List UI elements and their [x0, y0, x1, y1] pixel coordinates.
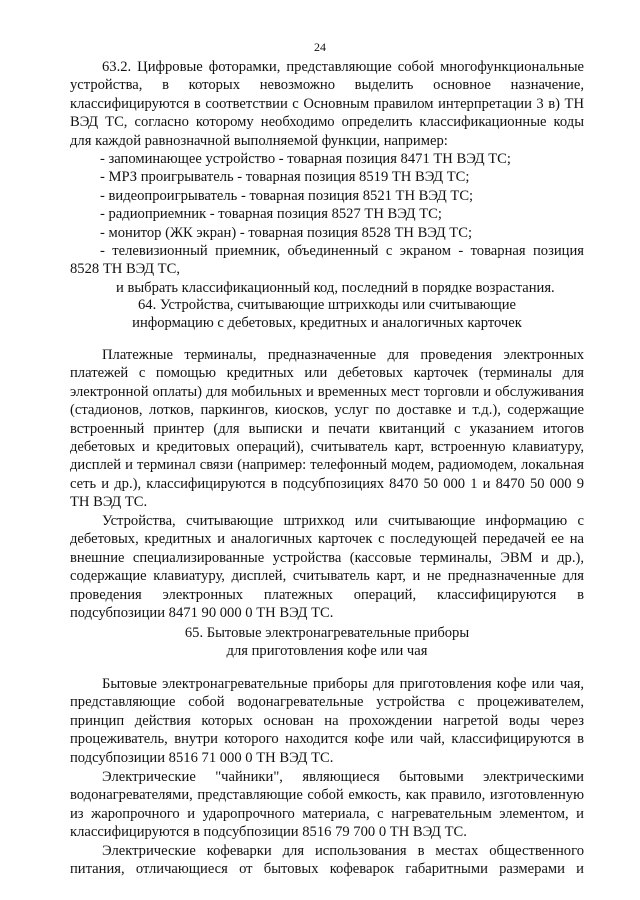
text-line: содержащие клавиатуру, дисплей, считыватель карт, и не предназначенные для	[70, 568, 584, 585]
heading-line: для приготовления кофе или чая	[226, 643, 428, 660]
text-line: Бытовые электронагревательные приборы для приготовления кофе или чая,	[102, 676, 584, 692]
text-line: классифицируются в соответствии с Основным правилом интерпретации 3 в) ТН	[70, 95, 584, 112]
text-line: Электрические "чайники", являющиеся бытовыми электрическими	[102, 769, 584, 785]
text-line: из жаропрочного и ударопрочного материала, с нагревательным элементом, и	[70, 805, 584, 822]
text-line: представляющие собой водонагревательные устройства с процеживателем,	[70, 694, 584, 711]
text-line: сеть и др.), классифицируются в подсубпозициях 8470 50 000 1 и 8470 50 000 9	[70, 475, 584, 492]
section-63-2	[70, 58, 584, 297]
text-line: дисплей и терминал связи (например: телефонный модем, радиомодем, локальная	[70, 457, 584, 474]
text-line: процеживатель, внутри которого находится кофе или чай, классифицируются в	[70, 731, 584, 748]
list-item: - запоминающее устройство - товарная позиция 8471 ТН ВЭД ТС;	[100, 151, 511, 168]
list-item: - видеопроигрыватель - товарная позиция 8521 ТН ВЭД ТС;	[100, 187, 474, 204]
section-64-paragraph-1	[70, 346, 584, 512]
text-line: и выбрать классификационный код, последний в порядке возрастания.	[116, 279, 555, 296]
text-line: Платежные терминалы, предназначенные для проведения электронных	[102, 347, 584, 363]
section-64-paragraph-2	[70, 512, 584, 622]
text-line: для каждой равнозначной выполняемой функции, например:	[70, 132, 448, 149]
text-line: устройства, в которых невозможно выделить основное назначение,	[70, 77, 584, 94]
section-65-paragraph-2	[70, 768, 584, 842]
text-line: проведения электронных платежных операций, классифицируются в	[70, 586, 584, 603]
text-line: дебетовых, кредитных и аналогичных карточек с последующей передачей ее на	[70, 531, 584, 548]
text-line: ТН ВЭД ТС.	[70, 494, 148, 511]
list-item: - радиоприемник - товарная позиция 8527 ТН ВЭД ТС;	[100, 206, 442, 223]
text-line: внешние специализированные устройства (кассовые терминалы, ЭВМ и др.),	[70, 549, 584, 566]
section-64-heading	[70, 296, 584, 333]
text-line: питания, отличающиеся от бытовых кофеварок габаритными размерами и	[70, 861, 584, 878]
text-line: платежей с помощью кредитных или дебетовых карточек (терминалы для	[70, 365, 584, 382]
section-65-paragraph-3	[70, 842, 584, 879]
page-number: 24	[314, 40, 326, 54]
text-line: электронной оплаты) для мобильных и временных мест торговли и обслуживания	[70, 383, 584, 400]
text-line: 63.2. Цифровые фоторамки, представляющие собой многофункциональные	[102, 59, 584, 75]
list-item: - телевизионный приемник, объединенный с экраном - товарная позиция	[100, 243, 584, 260]
list-item: - МРЗ проигрыватель - товарная позиция 8519 ТН ВЭД ТС;	[100, 169, 470, 186]
text-line: дебетовых и кредитовых операций), считыватель карт, встроенную клавиатуру,	[70, 439, 584, 456]
text-line: Электрические кофеварки для использования в местах общественного	[102, 843, 584, 859]
text-line: подсубпозиции 8471 90 000 0 ТН ВЭД ТС.	[70, 605, 334, 622]
text-line: встроенный принтер (для выписки и печати квитанций с указанием итогов	[70, 420, 584, 437]
text-line: Устройства, считывающие штрихкод или считывающие информацию с	[102, 513, 584, 529]
text-line: ВЭД ТС, согласно которому необходимо определить классификационные коды	[70, 114, 584, 131]
heading-line: 65. Бытовые электронагревательные приборы	[184, 625, 470, 641]
text-line: водонагревателями, представляющие собой емкость, как правило, изготовленную	[70, 787, 584, 804]
text-line: 8528 ТН ВЭД ТС,	[70, 261, 180, 278]
section-65-heading	[70, 624, 584, 661]
text-line: подсубпозиции 8516 71 000 0 ТН ВЭД ТС.	[70, 749, 334, 766]
list-item: - монитор (ЖК экран) - товарная позиция 8528 ТН ВЭД ТС;	[100, 224, 473, 241]
section-65-paragraph-1	[70, 675, 584, 767]
text-line: классифицируются в подсубпозиции 8516 79 700 0 ТН ВЭД ТС.	[70, 824, 467, 841]
heading-line: информацию с дебетовых, кредитных и аналогичных карточек	[132, 315, 522, 332]
heading-line: 64. Устройства, считывающие штрихкоды или считывающие	[138, 297, 516, 313]
text-line: принцип действия которых основан на прохождении нагретой воды через	[70, 712, 584, 729]
text-line: (стадионов, лотков, паркингов, киосков, услуг по доставке и т.д.), содержащие	[70, 402, 584, 419]
